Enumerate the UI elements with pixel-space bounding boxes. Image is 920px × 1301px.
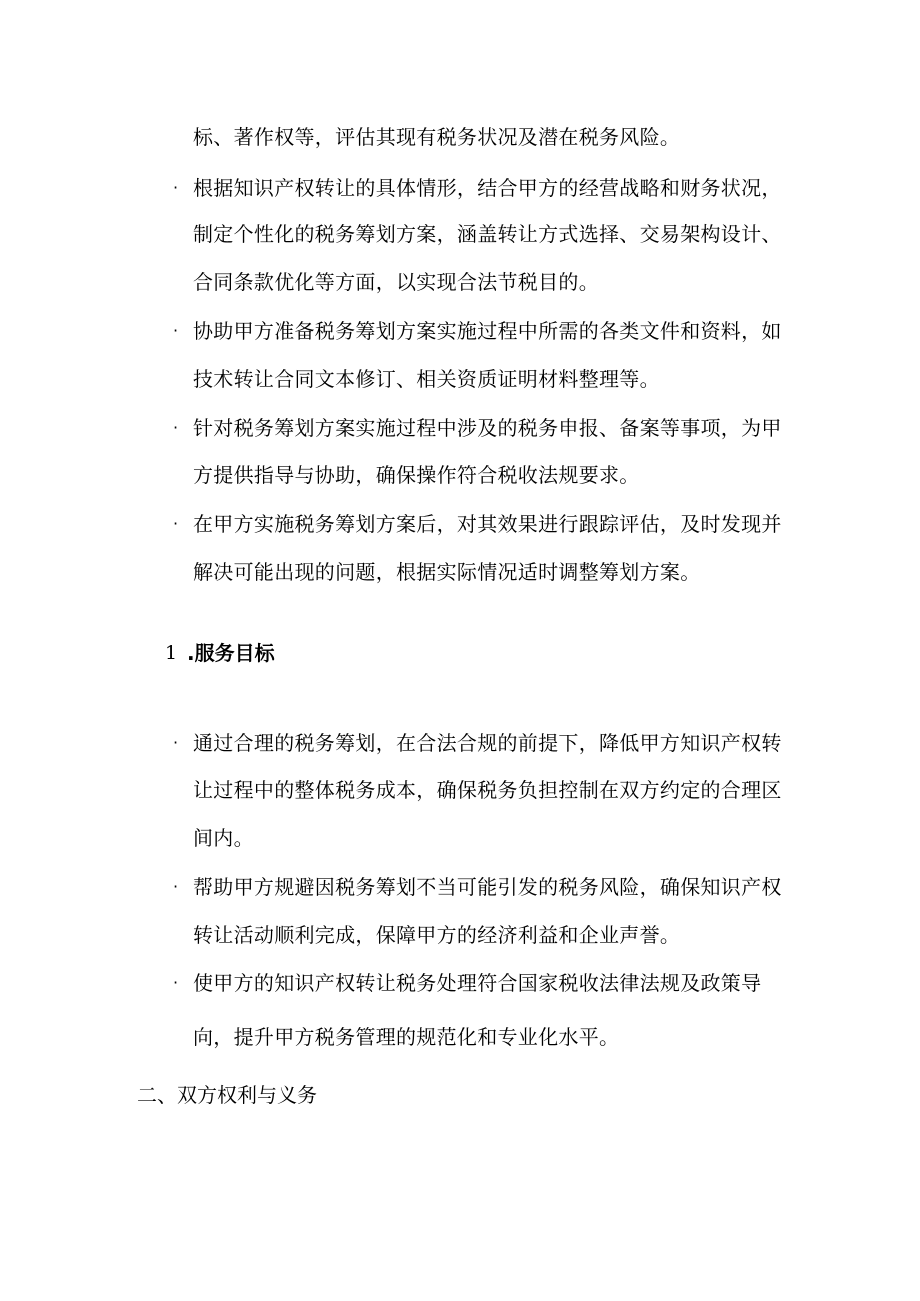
bullet-icon: ·: [173, 418, 179, 437]
bullet-text-line: 通过合理的税务筹划，在合法合规的前提下，降低甲方知识产权转: [193, 731, 782, 755]
heading-number: 1: [165, 642, 178, 664]
bullet-icon: ·: [173, 514, 179, 533]
bullet-text-line: 转让活动顺利完成，保障甲方的经济利益和企业声誉。: [193, 923, 681, 947]
bullet-text-line: 在甲方实施税务筹划方案后，对其效果进行跟踪评估，及时发现并: [193, 512, 782, 536]
bullet-icon: ·: [173, 733, 179, 752]
bullet-text-line: 使甲方的知识产权转让税务处理符合国家税收法律法规及政策导: [193, 971, 762, 995]
section-title: 二、双方权利与义务: [137, 1083, 317, 1107]
heading-text: .服务目标: [187, 641, 275, 665]
bullet-text-line: 协助甲方准备税务筹划方案实施过程中所需的各类文件和资料，如: [193, 319, 782, 343]
bullet-text-line: 针对税务筹划方案实施过程中涉及的税务申报、备案等事项，为甲: [193, 416, 782, 440]
bullet-icon: ·: [173, 973, 179, 992]
bullet-icon: ·: [173, 877, 179, 896]
bullet-icon: ·: [173, 321, 179, 340]
bullet-text-line: 合同条款优化等方面，以实现合法节税目的。: [193, 270, 599, 294]
bullet-text-line: 解决可能出现的问题，根据实际情况适时调整筹划方案。: [193, 560, 701, 584]
bullet-text-line: 帮助甲方规避因税务筹划不当可能引发的税务风险，确保知识产权: [193, 875, 782, 899]
bullet-text-line: 技术转让合同文本修订、相关资质证明材料整理等。: [193, 367, 660, 391]
bullet-text-line: 间内。: [193, 826, 254, 850]
bullet-text-line: 向，提升甲方税务管理的规范化和专业化水平。: [193, 1025, 620, 1049]
bullet-text-line: 根据知识产权转让的具体情形，结合甲方的经营战略和财务状况，: [193, 176, 782, 200]
bullet-text-line: 让过程中的整体税务成本，确保税务负担控制在双方约定的合理区: [193, 778, 782, 802]
bullet-text-line: 方提供指导与协助，确保操作符合税收法规要求。: [193, 463, 640, 487]
scope-continuation-line: 标、著作权等，评估其现有税务状况及潜在税务风险。: [193, 125, 681, 149]
bullet-icon: ·: [173, 178, 179, 197]
bullet-text-line: 制定个性化的税务筹划方案，涵盖转让方式选择、交易架构设计、: [193, 222, 782, 246]
